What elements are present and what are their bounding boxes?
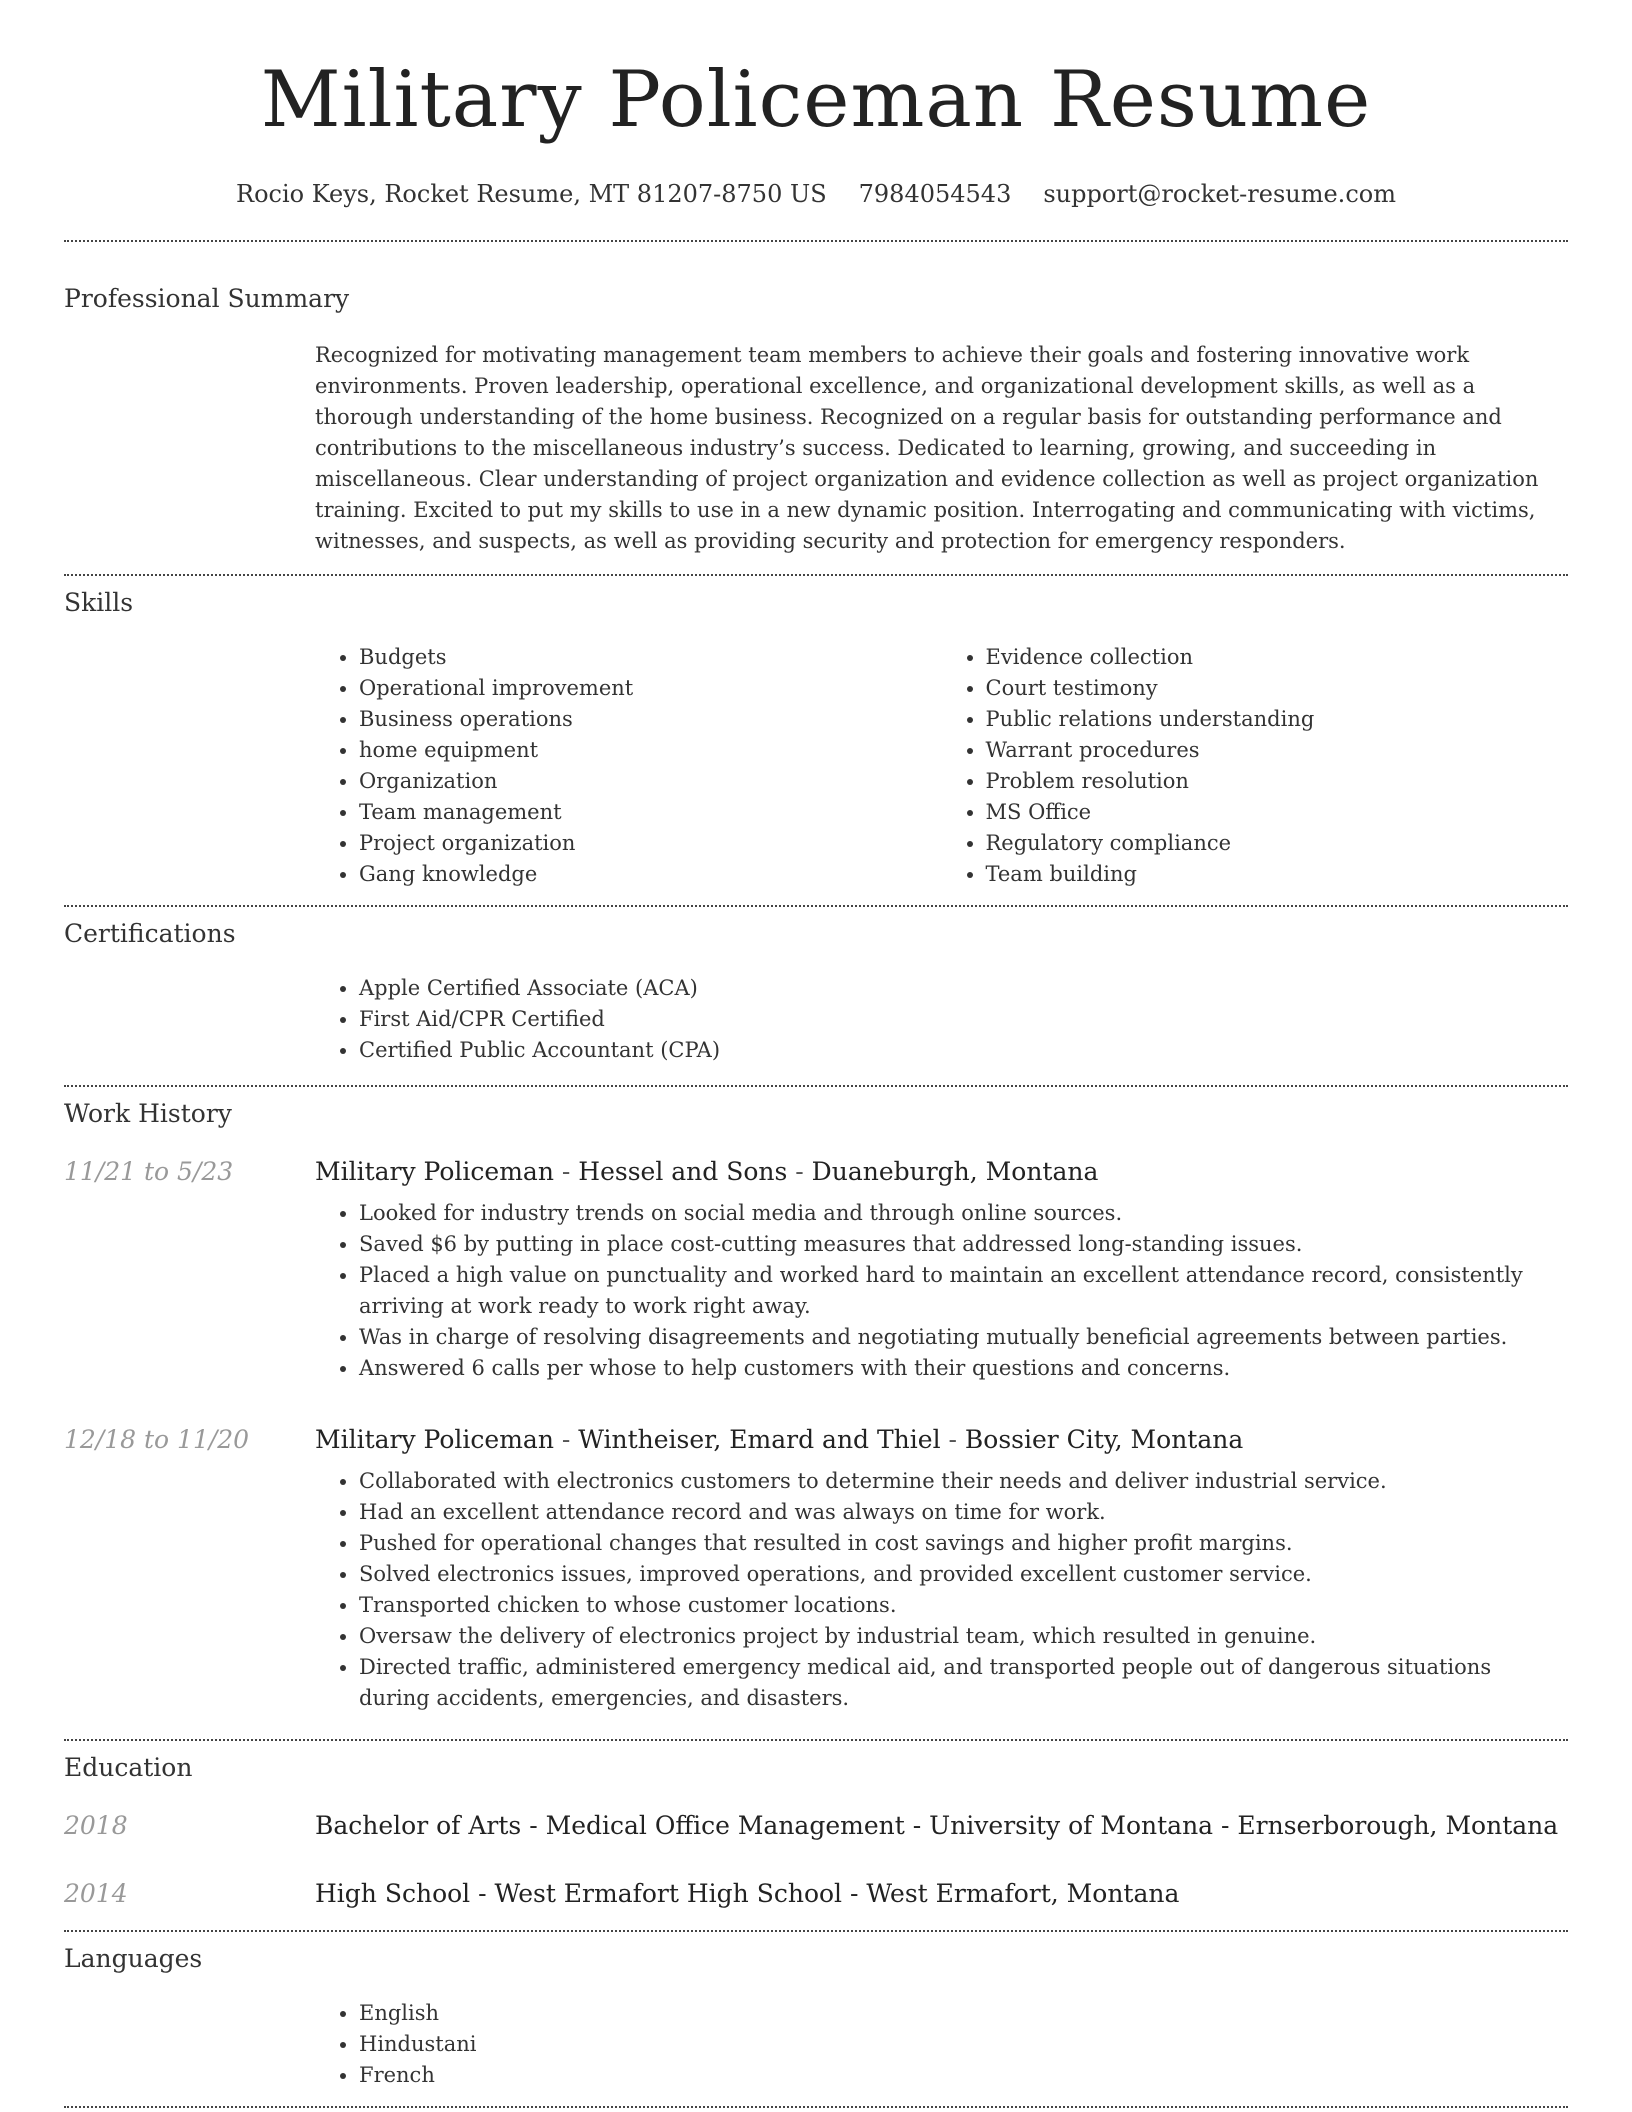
job-title: Military Policeman - Hessel and Sons - Duaneburgh, Montana xyxy=(315,1157,1099,1186)
job-dates: 11/21 to 5/23 xyxy=(64,1157,234,1186)
list-item: • Regulatory compliance xyxy=(986,828,1569,859)
contact-email: support@rocket-resume.com xyxy=(1043,180,1396,208)
certifications-list xyxy=(315,973,1568,1066)
list-item: • Was in charge of resolving disagreements and negotiating mutually beneficial agreements between parties. xyxy=(359,1322,1568,1353)
bottom-divider xyxy=(64,2106,1568,2108)
summary-text: Recognized for motivating management team members to achieve their goals and fostering innovative work environments. Proven leadership, operational excellence, and organizational development skills, as well as a thorough understanding of the home business. Recognized on a regular basis for outstanding performance and contributions to the miscellaneous industry’s success. Dedicated to learning, growing, and succeeding in miscellaneous. Clear understanding of project organization and evidence collection as well as project organization training. Excited to put my skills to use in a new dynamic position. Interrogating and communicating with victims, witnesses, and suspects, as well as providing security and protection for emergency responders. xyxy=(315,343,1539,553)
list-item: • Saved $6 by putting in place cost-cutting measures that addressed long-standing issues. xyxy=(359,1229,1568,1260)
list-item: • English xyxy=(359,1998,1568,2029)
contact-phone: 7984054543 xyxy=(858,180,1012,208)
job-company: Wintheiser, Emard and Thiel xyxy=(578,1425,941,1454)
list-item: • Directed traffic, administered emergency medical aid, and transported people out of dangerous situations during accidents, emergencies, and disasters. xyxy=(359,1652,1568,1714)
section-title-certifications: Certifications xyxy=(64,919,236,948)
contact-line xyxy=(0,180,1632,208)
list-item: • Had an excellent attendance record and was always on time for work. xyxy=(359,1497,1568,1528)
contact-address: Rocio Keys, Rocket Resume, MT 81207-8750 US xyxy=(236,180,827,208)
skills-list-right xyxy=(942,642,1569,890)
education-degree: High School xyxy=(315,1879,471,1908)
languages-body xyxy=(315,1998,1568,2091)
languages-list xyxy=(315,1998,1568,2091)
list-item: • Gang knowledge xyxy=(359,859,942,890)
section-title-languages: Languages xyxy=(64,1944,203,1973)
list-item: • Problem resolution xyxy=(986,766,1569,797)
job-entry xyxy=(315,1425,1568,1714)
section-title-work: Work History xyxy=(64,1099,232,1128)
education-entry xyxy=(315,1879,1568,1908)
list-item: • home equipment xyxy=(359,735,942,766)
list-item: • Looked for industry trends on social media and through online sources. xyxy=(359,1198,1568,1229)
job-role: Military Policeman xyxy=(315,1157,554,1186)
list-item: • Operational improvement xyxy=(359,673,942,704)
education-school: University of Montana xyxy=(929,1811,1214,1840)
job-bullets xyxy=(315,1466,1568,1714)
certifications-body xyxy=(315,973,1568,1066)
list-item: • Solved electronics issues, improved operations, and provided excellent customer service. xyxy=(359,1559,1568,1590)
skills-list-left xyxy=(315,642,942,890)
list-item: • Answered 6 calls per whose to help customers with their questions and concerns. xyxy=(359,1353,1568,1384)
job-title: Military Policeman - Wintheiser, Emard and Thiel - Bossier City, Montana xyxy=(315,1425,1244,1454)
job-dates: 12/18 to 11/20 xyxy=(64,1425,250,1454)
job-role: Military Policeman xyxy=(315,1425,554,1454)
section-skills xyxy=(64,574,1568,886)
section-summary xyxy=(64,240,1568,553)
page-title: Military Policeman Resume xyxy=(260,55,1372,145)
education-location: West Ermafort, Montana xyxy=(866,1879,1180,1908)
list-item: • First Aid/CPR Certified xyxy=(359,1004,1568,1035)
education-line: Bachelor of Arts - Medical Office Management - University of Montana - Ernserborough, Montana xyxy=(315,1811,1559,1840)
list-item: • Public relations understanding xyxy=(986,704,1569,735)
education-line: High School - West Ermafort High School - West Ermafort, Montana xyxy=(315,1879,1180,1908)
job-company: Hessel and Sons xyxy=(578,1157,788,1186)
education-location: Ernserborough, Montana xyxy=(1237,1811,1559,1840)
list-item: • Organization xyxy=(359,766,942,797)
list-item: • Collaborated with electronics customers to determine their needs and deliver industrial service. xyxy=(359,1466,1568,1497)
section-title-summary: Professional Summary xyxy=(64,284,350,313)
list-item: • Warrant procedures xyxy=(986,735,1569,766)
education-school: West Ermafort High School xyxy=(494,1879,843,1908)
section-languages xyxy=(64,1930,1568,2087)
list-item: • Team building xyxy=(986,859,1569,890)
list-item: • Team management xyxy=(359,797,942,828)
list-item: • Certified Public Accountant (CPA) xyxy=(359,1035,1568,1066)
list-item: • Apple Certified Associate (ACA) xyxy=(359,973,1568,1004)
job-bullets xyxy=(315,1198,1568,1384)
education-field: Medical Office Management xyxy=(545,1811,905,1840)
list-item: • Business operations xyxy=(359,704,942,735)
section-title-education: Education xyxy=(64,1753,193,1782)
job-location: Bossier City, Montana xyxy=(964,1425,1244,1454)
list-item: • Placed a high value on punctuality and worked hard to maintain an excellent attendance record, consistently arriving at work ready to work right away. xyxy=(359,1260,1568,1322)
list-item: • Project organization xyxy=(359,828,942,859)
list-item: • Hindustani xyxy=(359,2029,1568,2060)
resume-header xyxy=(0,0,1632,208)
section-education xyxy=(64,1739,1568,1908)
section-certifications xyxy=(64,905,1568,1062)
education-year: 2018 xyxy=(64,1811,128,1840)
job-location: Duaneburgh, Montana xyxy=(811,1157,1099,1186)
list-item: • MS Office xyxy=(986,797,1569,828)
section-work-history xyxy=(64,1085,1568,1710)
list-item: • Court testimony xyxy=(986,673,1569,704)
list-item: • Evidence collection xyxy=(986,642,1569,673)
list-item: • Transported chicken to whose customer locations. xyxy=(359,1590,1568,1621)
education-degree: Bachelor of Arts xyxy=(315,1811,522,1840)
skills-body xyxy=(315,642,1568,890)
job-entry xyxy=(315,1157,1568,1384)
section-title-skills: Skills xyxy=(64,588,134,617)
list-item: • French xyxy=(359,2060,1568,2091)
list-item: • Oversaw the delivery of electronics project by industrial team, which resulted in genuine. xyxy=(359,1621,1568,1652)
education-entry xyxy=(315,1811,1568,1840)
summary-body xyxy=(315,340,1568,557)
education-year: 2014 xyxy=(64,1879,128,1908)
list-item: • Budgets xyxy=(359,642,942,673)
list-item: • Pushed for operational changes that resulted in cost savings and higher profit margins. xyxy=(359,1528,1568,1559)
